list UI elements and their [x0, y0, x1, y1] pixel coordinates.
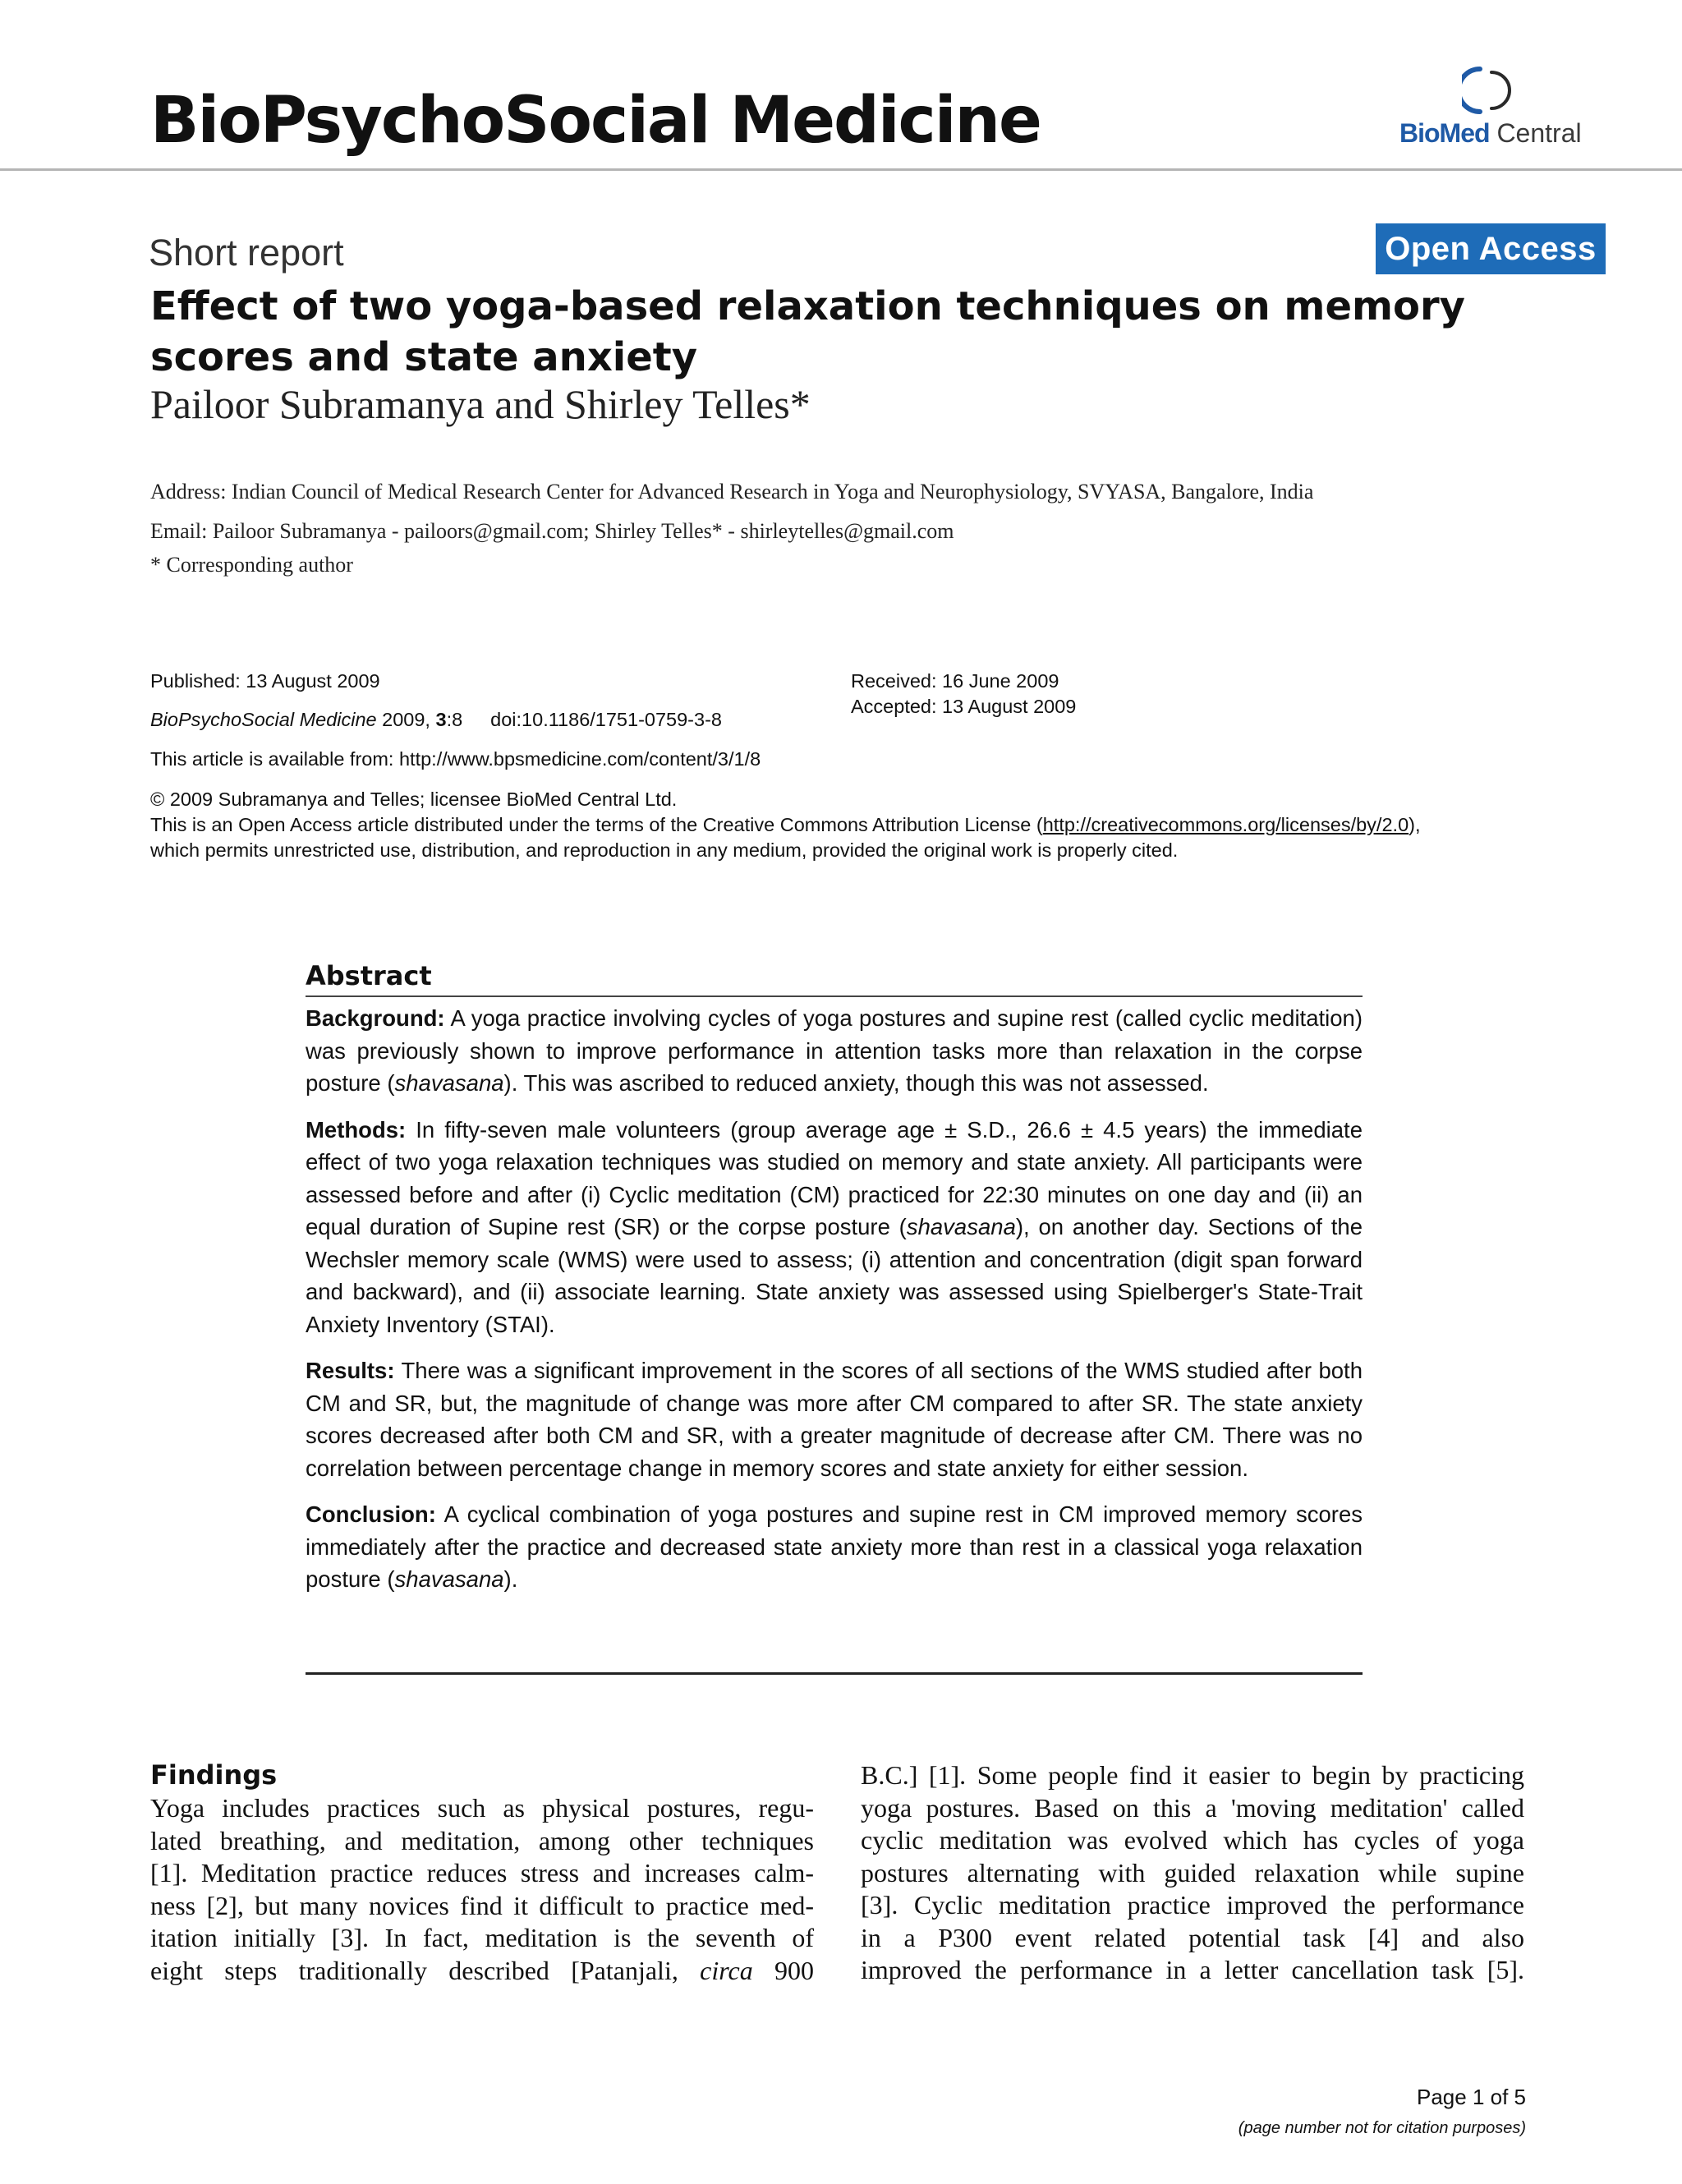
body-text: eight steps traditionally described [Patanjali,	[150, 1955, 701, 1985]
body-line: improved the performance in a letter cancellation task [5].	[861, 1955, 1524, 1984]
background-text-end: ). This was ascribed to reduced anxiety, though this was not assessed.	[503, 1070, 1209, 1096]
methods-italic: shavasana	[906, 1214, 1016, 1239]
body-line: yoga postures. Based on this a 'moving meditation' called	[861, 1792, 1524, 1823]
license-statement-line2: which permits unrestricted use, distribution, and reproduction in any medium, provided the original work is properly cited.	[150, 839, 1179, 861]
body-line: [3]. Cyclic meditation practice improved the performance	[861, 1890, 1524, 1920]
copyright: © 2009 Subramanya and Telles; licensee BioMed Central Ltd.	[150, 789, 678, 810]
abstract-results	[306, 1354, 1363, 1484]
logo-light-text: Central	[1489, 118, 1582, 148]
body-line: in a P300 event related potential task [4] and also	[861, 1922, 1524, 1952]
open-access-badge: Open Access	[1376, 223, 1606, 274]
methods-text-end: ), on another day. Sections of the Wechsler memory scale (WMS) were used to assess; (i) attention and concentration (digit span forward and backward), and (ii) associate learning. State anxiety was assessed using Spielberger's State-Trait Anxiety Inventory (STAI).	[306, 1214, 1363, 1337]
corresponding-author-note: * Corresponding author	[150, 553, 353, 577]
received-date: Received: 16 June 2009	[851, 670, 1059, 692]
methods-label: Methods:	[306, 1116, 407, 1143]
body-line: [1]. Meditation practice reduces stress and increases calm-	[150, 1858, 814, 1887]
citation	[150, 709, 722, 731]
abstract-methods	[306, 1114, 1363, 1341]
background-italic: shavasana	[394, 1070, 504, 1096]
abstract-top-rule	[306, 995, 1363, 997]
license-text-end: ),	[1409, 814, 1421, 835]
authors: Pailoor Subramanya and Shirley Telles*	[150, 381, 811, 427]
author-emails: Email: Pailoor Subramanya - pailoors@gmail.com; Shirley Telles* - shirleytelles@gmail.com	[150, 519, 954, 543]
body-line: Yoga includes practices such as physical postures, regu-	[150, 1793, 814, 1823]
article-title: Effect of two yoga-based relaxation techniques on memory scores and state anxiety	[150, 283, 1465, 380]
findings-heading: Findings	[150, 1759, 278, 1791]
journal-title: BioPsychoSocial Medicine	[150, 84, 1041, 158]
biomed-central-logo-icon	[1462, 64, 1511, 117]
body-line	[150, 1955, 814, 1988]
background-label: Background:	[306, 1005, 445, 1031]
license-link[interactable]: http://creativecommons.org/licenses/by/2.0	[1042, 814, 1409, 835]
abstract-conclusion	[306, 1498, 1363, 1596]
published-date: Published: 13 August 2009	[150, 670, 380, 692]
article-url[interactable]: This article is available from: http://www.bpsmedicine.com/content/3/1/8	[150, 748, 761, 770]
abstract-bottom-rule	[306, 1672, 1363, 1675]
conclusion-label: Conclusion:	[306, 1501, 436, 1527]
license-text: This is an Open Access article distributed under the terms of the Creative Commons Attribution License (	[150, 814, 1043, 835]
logo-bold-text: BioMed	[1399, 118, 1490, 148]
accepted-date: Accepted: 13 August 2009	[851, 696, 1077, 717]
conclusion-text: A cyclical combination of yoga postures and supine rest in CM improved memory scores immediately after the practice and decreased state anxiety more than rest in a classical yoga relaxation posture (	[306, 1501, 1363, 1592]
body-line: itation initially [3]. In fact, meditation is the seventh of	[150, 1923, 814, 1952]
findings-right-column	[861, 1759, 1524, 1987]
conclusion-text-end: ).	[503, 1566, 518, 1592]
body-line: ness [2], but many novices find it difficult to practice med-	[150, 1890, 814, 1920]
license-statement	[150, 814, 1421, 836]
citation-year: 2009,	[376, 709, 436, 730]
citation-volume: 3	[435, 709, 447, 730]
results-text: There was a significant improvement in the scores of all sections of the WMS studied after both CM and SR, but, the magnitude of change was more after CM compared to after SR. The state anxiety scores decreased after both CM and SR, with a greater magnitude of decrease after CM. There was no correlation between percentage change in memory scores and state anxiety for either session.	[306, 1358, 1363, 1481]
results-label: Results:	[306, 1358, 395, 1383]
header-divider	[0, 168, 1682, 171]
biomed-central-wordmark	[1399, 118, 1582, 149]
findings-left-column	[150, 1792, 814, 1987]
methods-text: In fifty-seven male volunteers (group average age ± S.D., 26.6 ± 4.5 years) the immediate effect of two yoga relaxation techniques was studied on memory and state anxiety. All participants were assessed before and after (i) Cyclic meditation (CM) practiced for 22:30 minutes on one day and (ii) an equal duration of Supine rest (SR) or the corpse posture (	[306, 1116, 1363, 1239]
doi[interactable]: doi:10.1186/1751-0759-3-8	[490, 709, 722, 730]
background-text: A yoga practice involving cycles of yoga postures and supine rest (called cyclic meditation) was previously shown to improve performance in attention tasks more than relaxation in the corpse posture (	[306, 1005, 1363, 1096]
body-line: B.C.] [1]. Some people find it easier to begin by practicing	[861, 1760, 1524, 1790]
abstract-section	[306, 959, 1363, 1610]
citation-article: :8	[446, 709, 463, 730]
abstract-heading: Abstract	[306, 960, 432, 991]
page-number: Page 1 of 5	[1417, 2085, 1526, 2109]
citation-journal: BioPsychoSocial Medicine	[150, 709, 377, 730]
page-number-note: (page number not for citation purposes)	[1238, 2119, 1526, 2137]
abstract-background	[306, 1002, 1363, 1100]
article-type: Short report	[149, 232, 344, 274]
body-line: lated breathing, and meditation, among other techniques	[150, 1825, 814, 1855]
body-line: cyclic meditation was evolved which has cycles of yoga	[861, 1825, 1524, 1855]
body-italic: circa	[700, 1955, 753, 1985]
body-line: postures alternating with guided relaxation while supine	[861, 1857, 1524, 1887]
body-text-end: 900	[752, 1955, 814, 1985]
biomed-central-logo[interactable]	[1396, 64, 1585, 154]
conclusion-italic: shavasana	[394, 1566, 504, 1592]
author-address: Address: Indian Council of Medical Research Center for Advanced Research in Yoga and Neurophysiology, SVYASA, Bangalore, India	[150, 480, 1314, 503]
